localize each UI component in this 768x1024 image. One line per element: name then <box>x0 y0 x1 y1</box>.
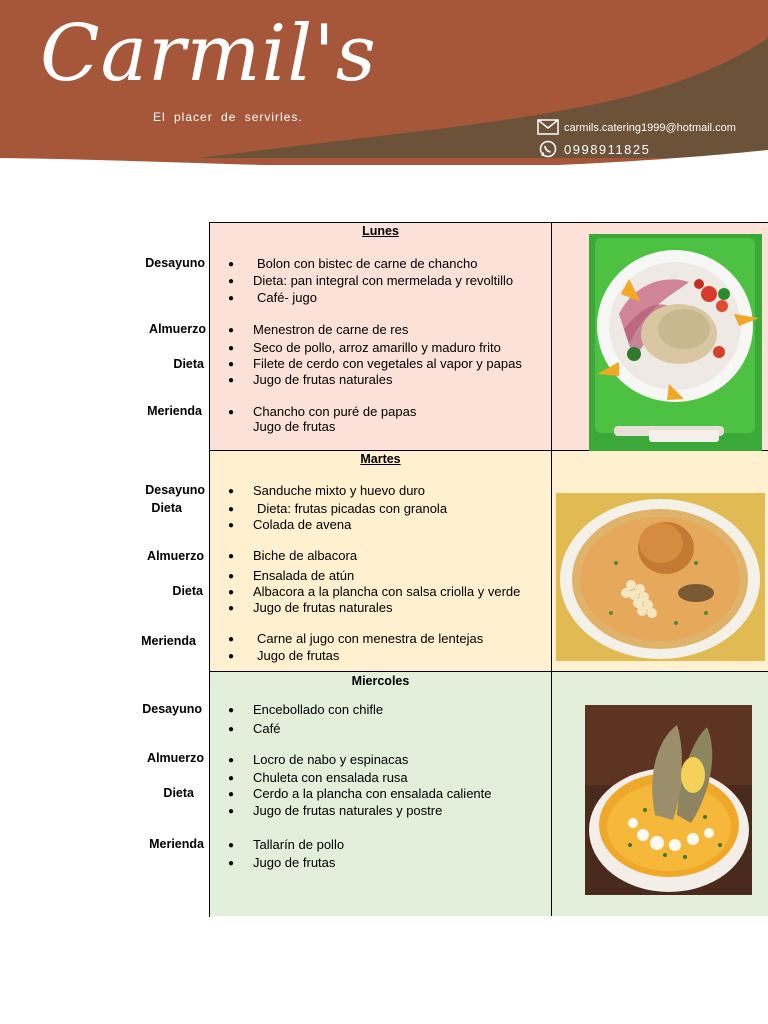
day-photo-cell <box>552 223 768 450</box>
day-photo-cell <box>552 672 768 916</box>
brand-tagline: El placer de servirles. <box>153 110 303 124</box>
menu-item: ● Jugo de frutas naturales <box>228 600 393 615</box>
day-menu-cell <box>210 672 552 916</box>
label-almuerzo: Almuerzo <box>147 549 204 563</box>
menu-item: ● Jugo de frutas <box>228 648 340 663</box>
bowl-of-soup-with-corn-icon <box>556 493 765 661</box>
contact-phone[interactable] <box>537 140 650 158</box>
brand-logo: Carmil's <box>40 9 377 99</box>
menu-item: ● Albacora a la plancha con salsa criolla y verde <box>228 584 521 599</box>
menu-item: ● Locro de nabo y espinacas <box>228 752 409 767</box>
day-title: Martes <box>360 452 401 466</box>
label-dieta: Dieta <box>172 584 203 598</box>
day-photo-cell <box>552 451 768 671</box>
menu-item: ● Encebollado con chifle <box>228 702 384 717</box>
label-desayuno: Desayuno <box>142 702 202 716</box>
menu-item: ● Ensalada de atún <box>228 568 355 583</box>
envelope-icon <box>537 119 559 137</box>
label-dieta: Dieta <box>151 501 182 515</box>
menu-item: ● Chancho con puré de papas <box>228 404 417 419</box>
label-merienda: Merienda <box>149 837 204 851</box>
menu-item: ● Sanduche mixto y huevo duro <box>228 483 425 498</box>
day-menu-cell <box>210 223 552 450</box>
menu-item: ● Jugo de frutas <box>228 855 336 870</box>
day-menu-cell <box>210 451 552 671</box>
menu-item: ● Cerdo a la plancha con ensalada caliente <box>228 786 492 801</box>
day-row-lunes <box>210 223 768 451</box>
menu-item: ● Biche de albacora <box>228 548 358 563</box>
menu-item: ● Colada de avena <box>228 517 352 532</box>
label-desayuno: Desayuno <box>145 256 205 270</box>
label-merienda: Merienda <box>141 634 196 648</box>
menu-item: ● Dieta: frutas picadas con granola <box>228 501 448 516</box>
menu-item: ● Café- jugo <box>228 290 317 305</box>
label-almuerzo: Almuerzo <box>149 322 206 336</box>
phone-text[interactable]: 0998911825 <box>564 141 651 157</box>
day-row-martes <box>210 451 768 672</box>
menu-item: ● Carne al jugo con menestra de lentejas <box>228 631 484 646</box>
menu-item: ● Bolon con bistec de carne de chancho <box>228 256 478 271</box>
menu-item: ● Café <box>228 721 281 736</box>
label-almuerzo: Almuerzo <box>147 751 204 765</box>
label-merienda: Merienda <box>147 404 202 418</box>
label-dieta: Dieta <box>173 357 204 371</box>
bowl-of-encebollado-icon <box>585 705 752 895</box>
plate-with-fish-ceviche-icon <box>589 234 762 453</box>
header-banner <box>0 0 768 175</box>
day-title: Miercoles <box>351 674 410 688</box>
day-row-miercoles <box>210 672 768 916</box>
whatsapp-icon <box>537 140 559 158</box>
email-text[interactable]: carmils.catering1999@hotmail.com <box>564 122 736 134</box>
menu-item: ● Chuleta con ensalada rusa <box>228 770 408 785</box>
day-title: Lunes <box>362 224 399 238</box>
menu-item: ● Jugo de frutas naturales <box>228 372 393 387</box>
contact-email[interactable] <box>537 119 736 137</box>
weekly-menu-table <box>209 222 768 917</box>
menu-item: ● Menestron de carne de res <box>228 322 409 337</box>
menu-item: ● Jugo de frutas naturales y postre <box>228 803 443 818</box>
menu-item: Jugo de frutas <box>253 419 336 434</box>
menu-item: ● Filete de cerdo con vegetales al vapor y papas <box>228 356 522 371</box>
label-dieta: Dieta <box>163 786 194 800</box>
menu-item: ● Seco de pollo, arroz amarillo y maduro frito <box>228 340 501 355</box>
menu-item: ● Tallarín de pollo <box>228 837 345 852</box>
label-desayuno: Desayuno <box>145 483 205 497</box>
menu-item: ● Dieta: pan integral con mermelada y revoltillo <box>228 273 514 288</box>
